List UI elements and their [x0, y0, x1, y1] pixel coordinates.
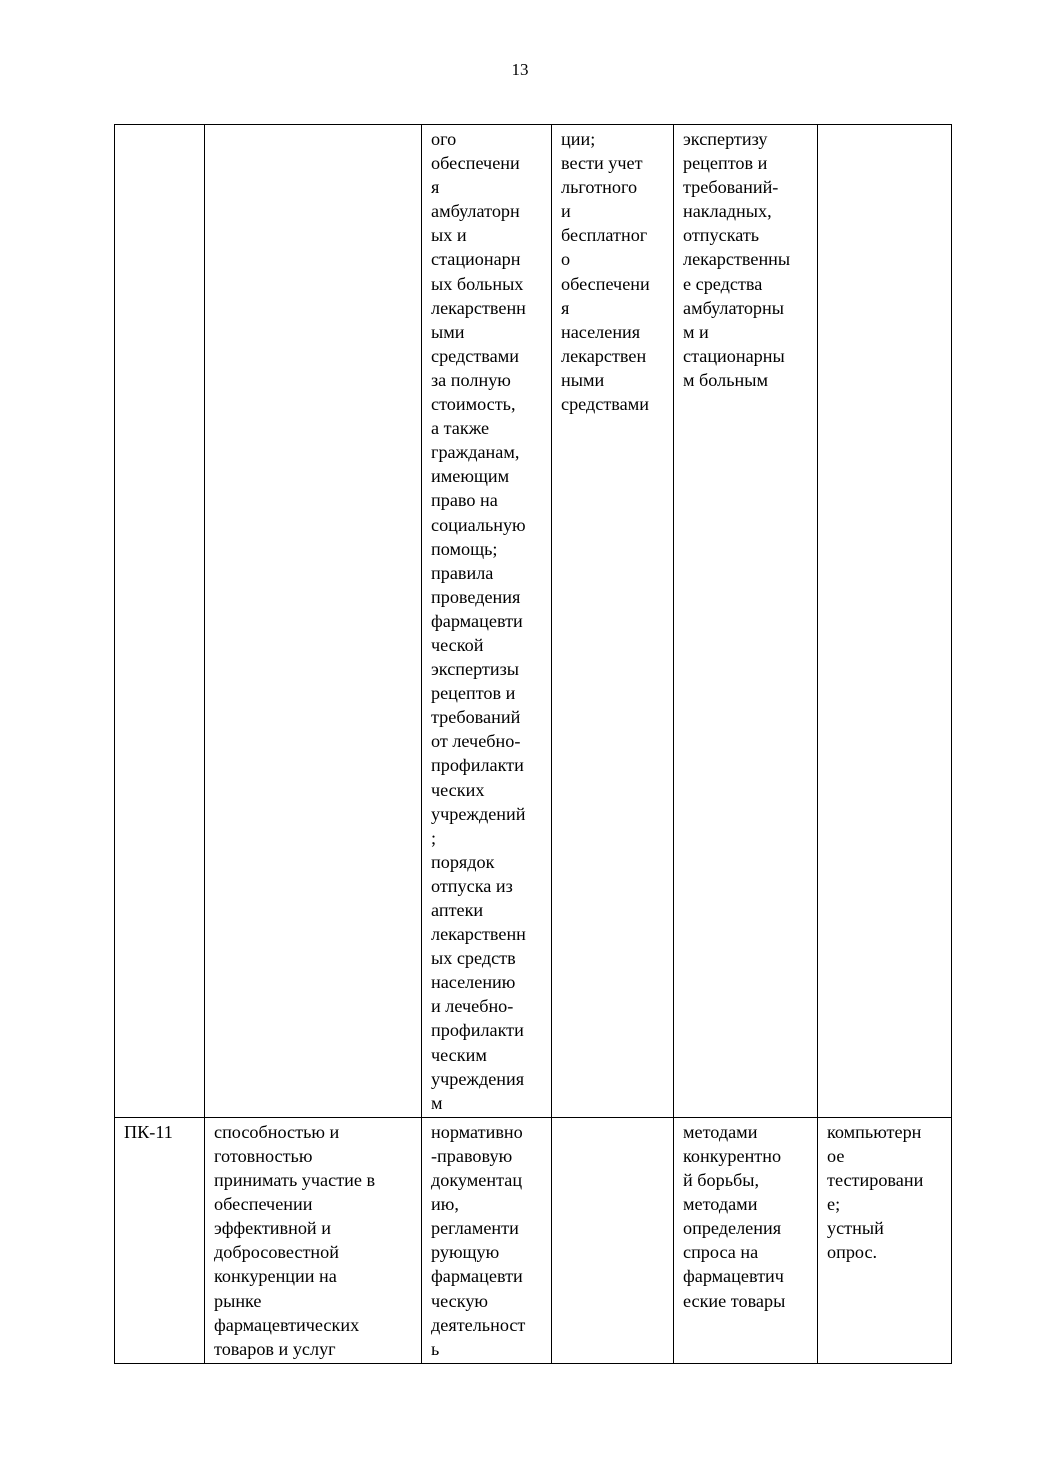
cell-text-line: право на [431, 490, 498, 511]
cell-text-line: накладных, [683, 201, 772, 222]
cell-text-line: рецептов и [431, 683, 516, 704]
cell-text-line: средствами [561, 394, 649, 415]
cell-text-line: экспертизы [431, 659, 520, 680]
cell-text-line: социальную [431, 514, 526, 535]
cell-text-line: регламенти [431, 1218, 519, 1239]
cell-text-line: фармацевти [431, 1266, 523, 1287]
cell-text-line: ческой [431, 634, 484, 655]
cell-text-line: от лечебно- [431, 731, 521, 752]
cell-text-line: методами [683, 1194, 758, 1215]
cell-text-line: помощь; [431, 538, 498, 559]
cell-text-line: лекарственн [431, 924, 526, 945]
cell-text-line: нормативно [431, 1121, 523, 1142]
cell-text-line: методами [683, 1121, 758, 1142]
cell-text-line: амбулаторн [431, 201, 520, 222]
cell-text-line: обеспечени [561, 273, 650, 294]
cell-text-line: ными [561, 369, 605, 390]
cell-text-line: ческих [431, 779, 485, 800]
cell-text-line: льготного [561, 177, 638, 198]
table-row [115, 125, 952, 1118]
cell-text-line: гражданам, [431, 442, 520, 463]
cell-text-line: добросовестной [214, 1242, 339, 1263]
cell-text-line: о [561, 249, 571, 270]
assessment-cell [818, 125, 952, 1118]
cell-text-line: стационарн [431, 249, 521, 270]
cell-text-line: ческую [431, 1290, 489, 1311]
cell-text-line: м и [683, 321, 709, 342]
cell-text-line: населения [561, 321, 641, 342]
cell-text-line: конкурентно [683, 1145, 782, 1166]
cell-text-line: амбулаторны [683, 297, 784, 318]
cell-text-line: ых средств [431, 948, 516, 969]
cell-text-line: лекарствен [561, 345, 647, 366]
cell-text-line: ое [827, 1145, 845, 1166]
cell-text-line: компьютерн [827, 1121, 922, 1142]
cell-text-line: а также [431, 418, 490, 439]
cell-text-line: ыми [431, 321, 465, 342]
cell-text-line: конкуренции на [214, 1266, 337, 1287]
cell-text-line: средствами [431, 345, 519, 366]
cell-text-line: отпускать [683, 225, 760, 246]
cell-text-line: м больным [683, 369, 768, 390]
cell-text-line: аптеки [431, 900, 484, 920]
cell-text-line: устный [827, 1218, 884, 1239]
table-row [115, 1117, 952, 1363]
cell-text-line: требований [431, 707, 521, 728]
cell-text-line: товаров и услуг [214, 1338, 336, 1359]
cell-text-line: эффективной и [214, 1218, 331, 1239]
cell-text-line: профилакти [431, 755, 524, 776]
cell-text-line: обеспечени [431, 153, 520, 174]
description-cell [205, 125, 422, 1118]
cell-text-line: спроса на [683, 1242, 759, 1263]
cell-text-line: ию, [431, 1194, 459, 1215]
assessment-cell [818, 1117, 952, 1363]
cell-text-line: населению [431, 972, 516, 993]
cell-text-line: отпуска из [431, 875, 513, 896]
cell-text-line: ческим [431, 1044, 487, 1065]
cell-text-line: готовностью [214, 1145, 313, 1166]
cell-text-line: ых больных [431, 273, 524, 294]
cell-text-line: документац [431, 1170, 523, 1191]
cell-text-line: определения [683, 1218, 782, 1239]
cell-text-line: ого [431, 129, 457, 149]
cell-text-line: и лечебно- [431, 996, 514, 1017]
skills-cell [552, 1117, 674, 1363]
cell-text-line: за полную [431, 369, 511, 390]
cell-text-line: ; [431, 827, 437, 848]
cell-text-line: й борьбы, [683, 1170, 760, 1191]
cell-text-line: принимать участие в [214, 1170, 376, 1191]
cell-text-line: рующую [431, 1242, 500, 1263]
cell-text-line: ых и [431, 225, 467, 246]
cell-text-line: стоимость, [431, 394, 516, 415]
cell-text-line: обеспечении [214, 1194, 313, 1215]
cell-text-line: лекарственн [431, 297, 526, 318]
cell-text-line: я [431, 177, 440, 198]
cell-text-line: е средства [683, 273, 763, 294]
skills-cell [552, 125, 674, 1118]
cell-text-line: фармацевти [431, 610, 523, 631]
cell-text-line: е; [827, 1194, 841, 1215]
competency-table [114, 124, 952, 1364]
cell-text-line: ь [431, 1338, 440, 1359]
cell-text-line: еские товары [683, 1290, 786, 1311]
code-cell [115, 125, 205, 1118]
cell-text-line: проведения [431, 586, 521, 607]
abilities-cell [674, 1117, 818, 1363]
cell-text-line: вести учет [561, 153, 643, 174]
cell-text-line: ции; [561, 129, 596, 149]
cell-text-line: порядок [431, 851, 495, 872]
cell-text-line: м [431, 1092, 443, 1113]
cell-text-line: стационарны [683, 345, 785, 366]
cell-text-line: учреждения [431, 1068, 525, 1089]
knowledge-cell [422, 125, 552, 1118]
cell-text-line: рынке [214, 1290, 262, 1311]
cell-text-line: и [561, 201, 571, 222]
description-cell [205, 1117, 422, 1363]
cell-text-line: фармацевтич [683, 1266, 784, 1287]
cell-text-line: рецептов и [683, 153, 768, 174]
cell-text-line: деятельност [431, 1314, 526, 1335]
cell-text-line: требований- [683, 177, 779, 198]
code-cell [115, 1117, 205, 1363]
knowledge-cell [422, 1117, 552, 1363]
cell-text-line: опрос. [827, 1242, 878, 1263]
cell-text-line: я [561, 297, 570, 318]
cell-text-line: ПК-11 [124, 1121, 173, 1142]
page-number: 13 [511, 60, 529, 79]
cell-text-line: -правовую [431, 1145, 513, 1166]
cell-text-line: тестировани [827, 1170, 924, 1191]
cell-text-line: имеющим [431, 466, 510, 487]
cell-text-line: учреждений [431, 803, 526, 824]
cell-text-line: лекарственны [683, 249, 791, 270]
cell-text-line: профилакти [431, 1020, 524, 1041]
abilities-cell [674, 125, 818, 1118]
cell-text-line: способностью и [214, 1121, 340, 1142]
cell-text-line: правила [431, 562, 494, 583]
cell-text-line: бесплатног [561, 225, 648, 246]
cell-text-line: фармацевтических [214, 1314, 360, 1335]
cell-text-line: экспертизу [683, 129, 768, 149]
